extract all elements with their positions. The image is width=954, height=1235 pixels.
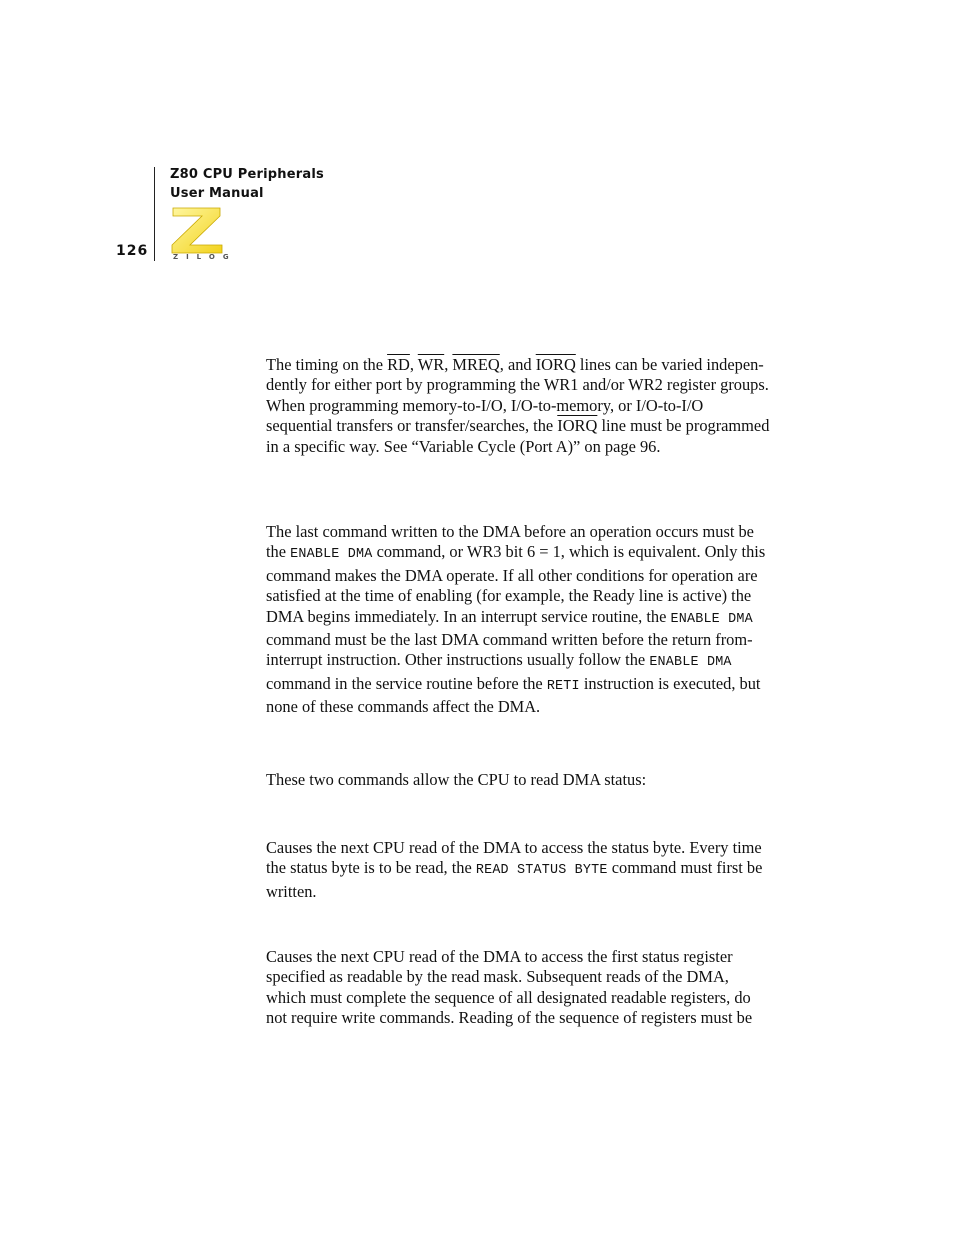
code-enable-dma: ENABLE DMA — [649, 655, 732, 671]
code-read-status-byte: READ STATUS BYTE — [475, 863, 608, 879]
signal-wr: $\overline{WR}$ — [417, 355, 445, 374]
code-enable-dma: ENABLE DMA — [670, 611, 753, 627]
signal-rd: $\overline{RD}$ — [387, 355, 410, 374]
text-run: command must first be written. — [266, 858, 763, 901]
paragraph-read-sequence — [266, 947, 770, 1029]
text-run: command must be the last DMA command written before the return from-interrupt instruction. Other instructions usually follow the — [266, 630, 753, 670]
header-divider — [154, 167, 155, 261]
text-run: , — [444, 355, 453, 374]
signal-mreq: MREQ — [452, 355, 500, 374]
logo-caption: ZILOG — [173, 253, 237, 261]
header-title-line1: Z80 CPU Peripherals — [170, 167, 324, 182]
signal-iorq: IORQ — [535, 355, 576, 374]
signal-iorq: IORQ — [557, 416, 598, 436]
text-run: instruction is executed, but none of these commands affect the DMA. — [266, 673, 761, 717]
text-run: These two commands allow the CPU to read DMA status: — [266, 770, 647, 789]
text-run: command in the service routine before the — [266, 673, 547, 693]
code-reti: RETI — [546, 678, 580, 694]
paragraph-read-status-intro — [266, 770, 770, 790]
text-run: , and — [499, 355, 536, 374]
text-run: line must be programmed in a specific way. See “Variable Cycle (Port A)” on page 96. — [266, 416, 770, 456]
text-run: Causes the next CPU read of the DMA to access the status byte. Every time the status byte is to be read, the — [266, 838, 762, 878]
paragraph-enable-dma — [266, 522, 770, 718]
running-header — [170, 165, 324, 203]
text-run: Causes the next CPU read of the DMA to access the first status register specified as readable by the read mask. Subsequent reads of the DMA, which must complete the sequence of all designated readable registers, do not require write commands. Reading of the sequence of registers must be — [266, 947, 753, 1028]
page-number: 126 — [116, 243, 149, 259]
text-run: command, or WR3 bit 6 = 1, which is equivalent. Only this command makes the DMA operate. If all other conditions for operation are satisfied at the time of enabling (for example, the Ready line is active) the DMA begins immediately. In an interrupt service routine, the — [266, 542, 766, 626]
paragraph-timing — [266, 355, 770, 457]
text-run: , — [409, 355, 418, 374]
text-run: The last command written to the DMA before an operation occurs must be the — [266, 522, 754, 562]
paragraph-read-status-byte — [266, 838, 770, 902]
text-run: lines can be varied indepen-dently for either port by programming the WR1 and/or WR2 register groups. When programming memory-to-I/O, I/O-to-memory, or I/O-to-I/O sequential transfers or transfer/searches, the — [266, 355, 769, 436]
code-enable-dma: ENABLE DMA — [290, 547, 373, 563]
header-title-line2: User Manual — [170, 186, 264, 201]
text-run: The timing on the — [266, 355, 388, 374]
